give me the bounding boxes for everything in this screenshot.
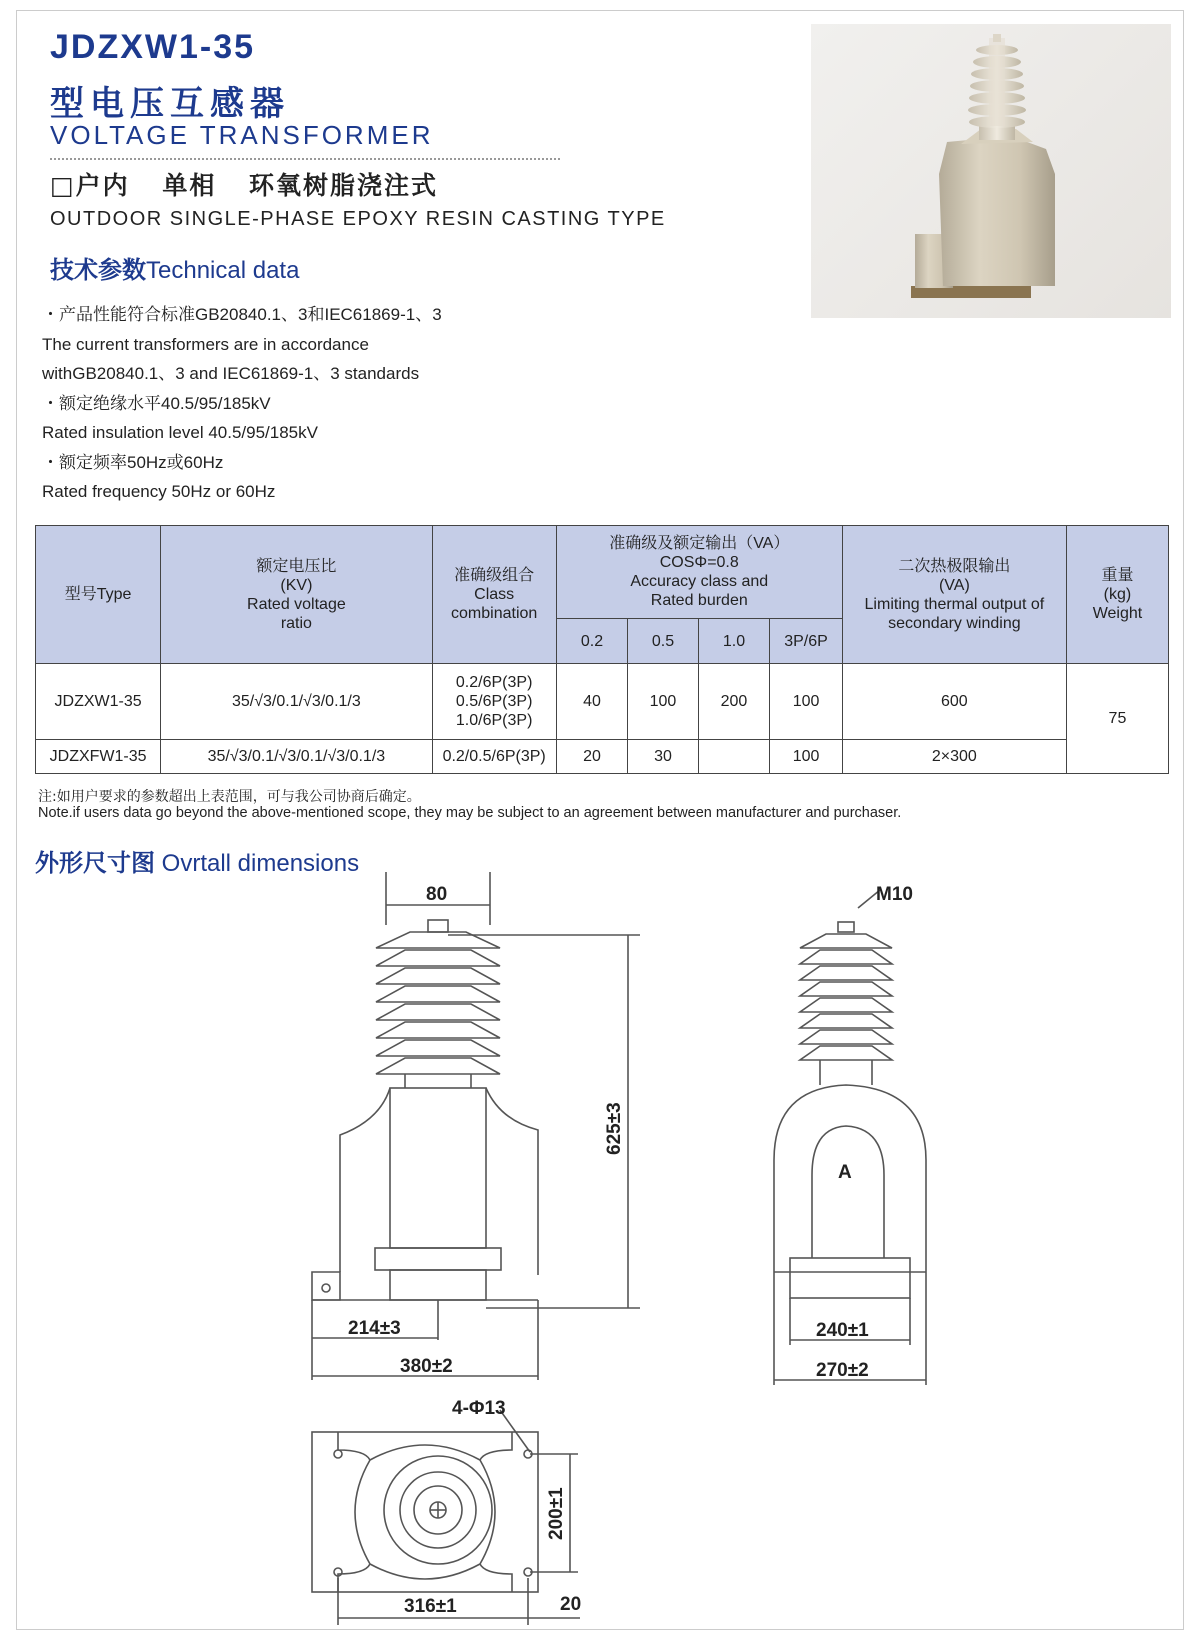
subheader-cell: 0.2	[556, 619, 628, 664]
subheader-cell: 3P/6P	[770, 619, 843, 664]
dim-270: 270±2	[816, 1360, 869, 1381]
tech-line: ・额定频率50Hz或60Hz	[42, 452, 224, 472]
dim-holes: 4-Φ13	[452, 1398, 506, 1419]
tech-line: ・产品性能符合标准GB20840.1、3和IEC61869-1、3	[42, 305, 442, 324]
header-type: 型号Type	[36, 526, 161, 664]
label-a: A	[838, 1162, 852, 1183]
cell-v3p: 100	[770, 740, 843, 774]
tech-line: Rated frequency 50Hz or 60Hz	[42, 482, 276, 501]
dim-20: 20	[560, 1594, 582, 1615]
subheader-cell: 1.0	[698, 619, 770, 664]
type-cn: □户内 单相 环氧树脂浇注式	[50, 171, 439, 200]
header-ratio: 额定电压比 (KV) Rated voltage ratio	[161, 526, 432, 664]
cell-weight: 75	[1066, 664, 1168, 774]
dim-316: 316±1	[404, 1596, 457, 1617]
cell-thermal: 600	[842, 664, 1066, 740]
dims-heading: 外形尺寸图 Ovrtall dimensions	[35, 849, 360, 877]
cell-model: JDZXFW1-35	[36, 740, 161, 774]
cell-class: 0.2/6P(3P) 0.5/6P(3P) 1.0/6P(3P)	[432, 664, 556, 740]
dim-200: 200±1	[546, 1487, 567, 1540]
dim-380: 380±2	[400, 1356, 453, 1377]
cell-v02: 40	[556, 664, 628, 740]
tech-line: withGB20840.1、3 and IEC61869-1、3 standards	[42, 364, 420, 383]
header-thermal: 二次热极限输出 (VA) Limiting thermal output of secondary winding	[842, 526, 1066, 664]
cell-v02: 20	[556, 740, 628, 774]
tech-heading: 技术参数Technical data	[50, 256, 300, 284]
cell-class: 0.2/0.5/6P(3P)	[432, 740, 556, 774]
dim-214: 214±3	[348, 1318, 401, 1339]
cell-v3p: 100	[770, 664, 843, 740]
side-view	[774, 890, 926, 1385]
cell-ratio: 35/√3/0.1/√3/0.1/3	[161, 664, 432, 740]
front-view	[312, 872, 640, 1380]
cell-v05: 100	[628, 664, 698, 740]
header-class: 准确级组合 Class combination	[432, 526, 556, 664]
cell-ratio: 35/√3/0.1/√3/0.1/√3/0.1/3	[161, 740, 432, 774]
dim-625: 625±3	[604, 1102, 625, 1155]
dim-80: 80	[426, 884, 448, 905]
header-accuracy: 准确级及额定输出（VA） COSΦ=0.8 Accuracy class and Rated burden	[556, 526, 842, 619]
bottom-view	[312, 1410, 580, 1625]
header-weight: 重量 (kg) Weight	[1066, 526, 1168, 664]
model-title: JDZXW1-35	[50, 28, 256, 66]
subheader-cell: 0.5	[628, 619, 698, 664]
cell-thermal: 2×300	[842, 740, 1066, 774]
title-cn: 型电压互感器	[50, 84, 290, 124]
cell-v10: 200	[698, 664, 770, 740]
dim-m10: M10	[876, 884, 913, 905]
note-cn: 注:如用户要求的参数超出上表范围，可与我公司协商后确定。	[38, 789, 421, 805]
tech-line: ・额定绝缘水平40.5/95/185kV	[42, 393, 271, 413]
dim-240: 240±1	[816, 1320, 869, 1341]
tech-line: Rated insulation level 40.5/95/185kV	[42, 423, 318, 442]
note-en: Note.if users data go beyond the above-mentioned scope, they may be subject to an agreement between manufacturer and purchaser.	[38, 805, 902, 821]
cell-model: JDZXW1-35	[36, 664, 161, 740]
type-en: OUTDOOR SINGLE-PHASE EPOXY RESIN CASTING TYPE	[50, 208, 666, 230]
title-en: VOLTAGE TRANSFORMER	[50, 120, 434, 150]
tech-line: The current transformers are in accordance	[42, 334, 369, 354]
cell-v05: 30	[628, 740, 698, 774]
